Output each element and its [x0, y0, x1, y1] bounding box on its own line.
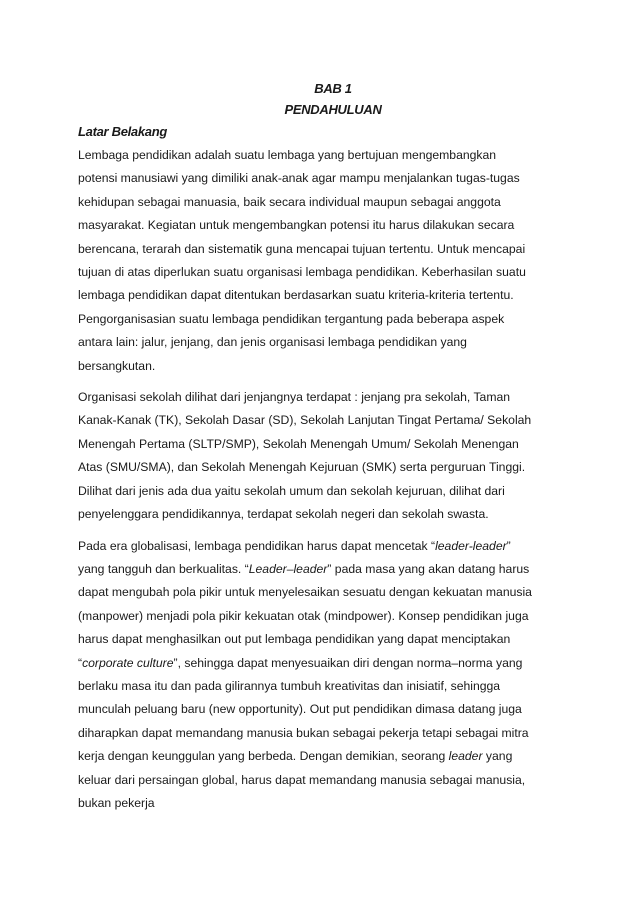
text-line — [78, 238, 564, 261]
text-line — [78, 535, 564, 558]
text-segment: harus dapat menghasilkan out put lembaga pendidikan yang dapat menciptakan — [78, 632, 511, 647]
text-segment: Lembaga pendidikan adalah suatu lembaga yang bertujuan mengembangkan — [78, 148, 497, 162]
text-segment: (manpower) menjadi pola pikir kekuatan otak (mindpower). Konsep pendidikan juga — [78, 608, 529, 623]
text-line — [78, 331, 564, 354]
text-line — [78, 144, 564, 167]
text-line — [78, 605, 564, 628]
text-segment: Pada era globalisasi, lembaga pendidikan harus dapat mencetak “ — [78, 538, 436, 553]
paragraph — [78, 386, 564, 526]
text-line — [78, 456, 564, 479]
text-segment: Menengah Pertama (SLTP/SMP), Sekolah Menengah Umum/ Sekolah Menengan — [78, 436, 519, 451]
text-line — [78, 480, 564, 503]
text-line — [78, 698, 564, 721]
text-line — [78, 581, 564, 604]
text-segment: kerja dengan keunggulan yang berbeda. Dengan demikian, seorang — [78, 749, 449, 764]
document-page — [78, 78, 564, 815]
text-segment: Atas (SMU/SMA), dan Sekolah Menengah Kejuruan (SMK) serta perguruan Tinggi. — [78, 460, 526, 475]
text-segment: munculah peluang baru (new opportunity). Out put pendidikan dimasa datang juga — [78, 702, 522, 717]
text-line — [78, 433, 564, 456]
text-segment: yang tangguh dan berkualitas. “ — [78, 561, 249, 576]
text-line — [78, 409, 564, 432]
paragraph — [78, 535, 564, 816]
text-segment: keluar dari persaingan global, harus dapat memandang manusia sebagai manusia, — [78, 772, 526, 787]
text-segment: yang — [482, 749, 513, 764]
text-line — [78, 722, 564, 745]
text-line — [78, 792, 564, 815]
text-line — [78, 355, 564, 378]
text-segment: Dilihat dari jenis ada dua yaitu sekolah umum dan sekolah kejuruan, dilihat dari — [78, 483, 505, 498]
text-line — [78, 214, 564, 237]
italic-term: corporate culture — [82, 655, 174, 670]
text-line — [78, 167, 564, 190]
text-line — [78, 191, 564, 214]
text-segment: dapat mengubah pola pikir untuk menyelesaikan sesuatu dengan kekuatan manusia — [78, 585, 532, 600]
text-line — [78, 652, 564, 675]
section-title: Latar Belakang — [78, 124, 168, 139]
italic-term: leader — [448, 749, 483, 764]
text-segment: Pengorganisasian suatu lembaga pendidikan tergantung pada beberapa aspek — [78, 311, 505, 326]
italic-term: Leader–leader — [248, 561, 328, 576]
text-segment: Kanak-Kanak (TK), Sekolah Dasar (SD), Sekolah Lanjutan Tingat Pertama/ Sekolah — [78, 413, 532, 428]
text-segment: berlaku masa itu dan pada gilirannya tumbuh kreativitas dan inisiatif, sehingga — [78, 678, 501, 693]
text-line — [78, 628, 564, 651]
text-segment: lembaga pendidikan dapat ditentukan berdasarkan suatu kriteria-kriteria tertentu. — [78, 288, 514, 303]
text-segment: penyelenggara pendidikannya, terdapat sekolah negeri dan sekolah swasta. — [78, 507, 489, 522]
text-line — [78, 769, 564, 792]
text-segment: tujuan di atas diperlukan suatu organisasi lembaga pendidikan. Keberhasilan suatu — [78, 265, 526, 280]
text-line — [78, 745, 564, 768]
text-segment: diharapkan dapat memandang manusia bukan sebagai pekerja tetapi sebagai mitra — [78, 725, 529, 740]
text-segment: masyarakat. Kegiatan untuk mengembangkan potensi itu harus dilakukan secara — [78, 218, 515, 233]
text-segment: ” — [506, 538, 511, 553]
italic-term: leader-leader — [435, 538, 507, 553]
text-segment: ” pada masa yang akan datang harus — [327, 561, 530, 576]
text-segment: potensi manusiawi yang dimiliki anak-anak agar mampu menjalankan tugas-tugas — [78, 171, 520, 186]
text-line — [78, 675, 564, 698]
text-line — [78, 558, 564, 581]
chapter-title: PENDAHULUAN — [284, 102, 382, 117]
text-line — [78, 261, 564, 284]
text-line — [78, 308, 564, 331]
text-segment: ”, sehingga dapat menyesuaikan diri dengan norma–norma yang — [173, 655, 523, 670]
paragraph — [78, 144, 564, 378]
text-segment: antara lain: jalur, jenjang, dan jenis organisasi lembaga pendidikan yang — [78, 335, 467, 350]
text-segment: “ — [78, 655, 83, 670]
text-segment: berencana, terarah dan sistematik guna mencapai tujuan tertentu. Untuk mencapai — [78, 241, 526, 256]
text-line — [78, 386, 564, 409]
text-segment: Organisasi sekolah dilihat dari jenjangnya terdapat : jenjang pra sekolah, Taman — [78, 390, 511, 405]
text-segment: kehidupan sebagai manuasia, baik secara individual maupun sebagai anggota — [78, 194, 501, 209]
text-segment: bukan pekerja — [78, 795, 155, 810]
body-text — [78, 144, 564, 815]
text-line — [78, 284, 564, 307]
text-segment: bersangkutan. — [78, 358, 156, 373]
chapter-number: BAB 1 — [314, 81, 352, 96]
text-line — [78, 503, 564, 526]
